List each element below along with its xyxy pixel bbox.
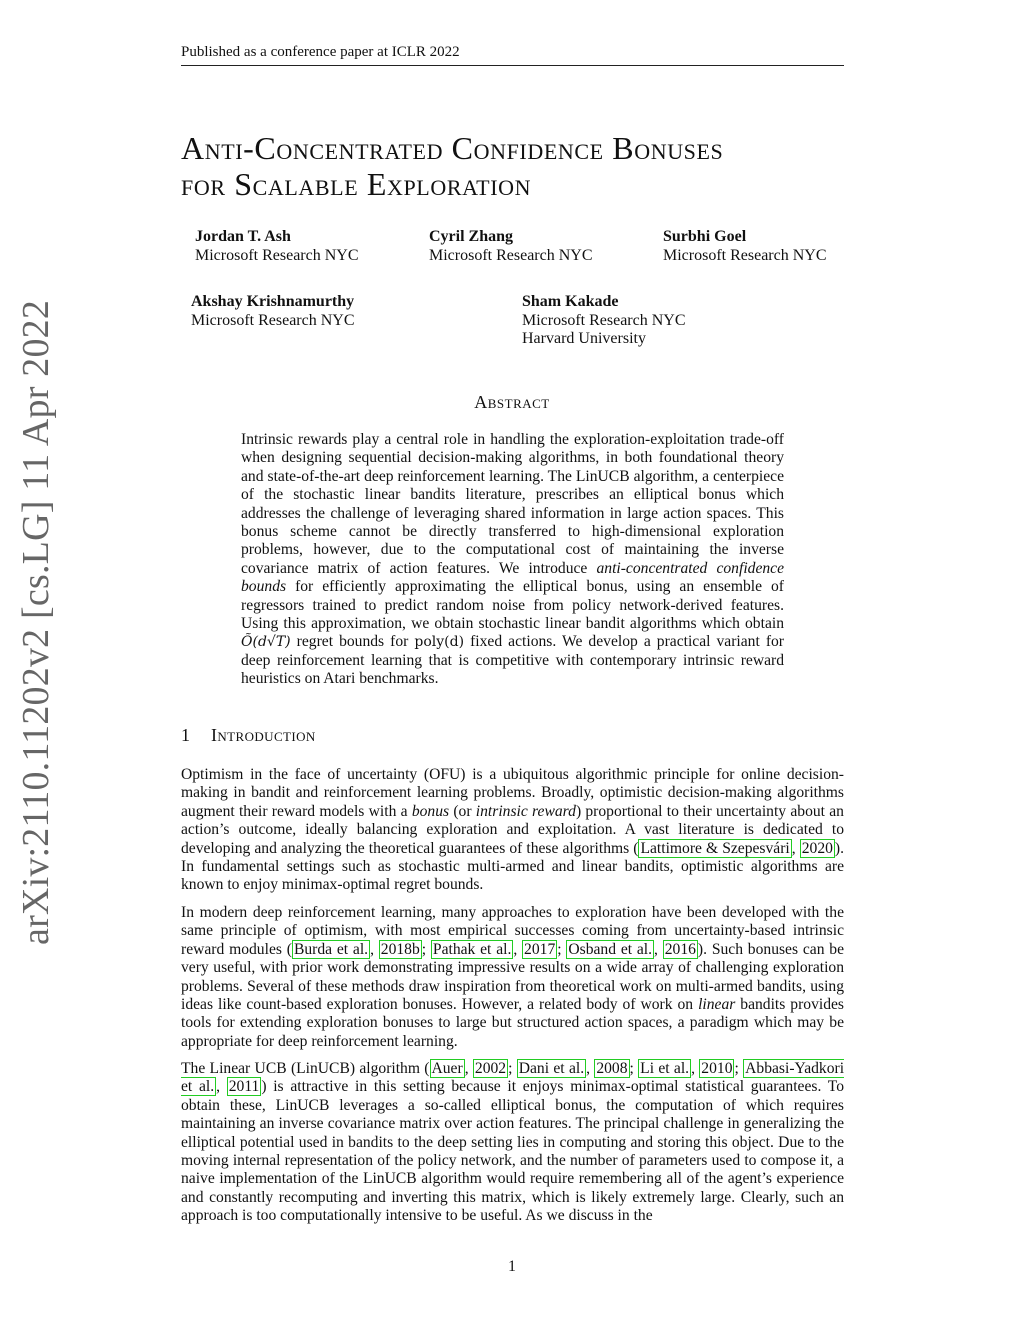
citation-link[interactable]: Li et al. — [640, 1060, 690, 1077]
citation-link[interactable]: 2018b — [380, 940, 420, 958]
intro-paragraph-3: The Linear UCB (LinUCB) algorithm ( Auer , 2002 ; Dani et al. , 2008 ; Li et al. , 2010 ; Abbasi-Yadkori et al. , 2011 ) is attractive in this setting because it enjoys minimax-optimal statistical guarantees. To obtain these, LinUCB leverages a so-called elliptical bonus, the computation of which requires maintaining an inverse covariance matrix over action features. The principal challenge in generalizing the elliptical potential used in bandits to the deep setting lies in computing and storing this object. Due to the moving internal representation of the policy network, and the number of parameters used to compose it, a naive implementation of the LinUCB algorithm would require remembering all of the agent’s experience and constantly recomputing and inverting this matrix, which is likely extremely large. Clearly, such an approach is too computationally intensive to be useful. As we discuss in the — [181, 1060, 845, 1225]
emphasis: anti-concentrated confidence bounds — [241, 559, 785, 596]
author-block — [195, 228, 359, 265]
math-expression: Õ(d√T) — [241, 634, 291, 651]
author-affiliation: Microsoft Research NYC — [663, 246, 827, 264]
author-name: Jordan T. Ash — [195, 228, 291, 245]
math-expression: poly(d) — [414, 634, 465, 651]
section-number: 1 — [181, 725, 191, 745]
citation-link[interactable]: Auer — [431, 1060, 463, 1077]
author-name: Akshay Krishnamurthy — [191, 293, 355, 310]
author-name: Cyril Zhang — [429, 228, 514, 245]
intro-paragraph-1: Optimism in the face of uncertainty (OFU) is a ubiquitous algorithmic principle for online decision-making in bandit and reinforcement learning problems. Broadly, optimistic decision-making algorithms augment their reward models with a bonus (or intrinsic reward) proportional to their uncertainty about an action’s outcome, ideally balancing exploration and exploitation. A vast literature is dedicated to developing and analyzing the theoretical guarantees of these algorithms ( Lattimore & Szepesvári , 2020 ). In fundamental settings such as stochastic multi-armed and linear bandits, optimistic algorithms are known to enjoy minimax-optimal regret bounds. — [181, 766, 844, 894]
author-affiliation: Harvard University — [522, 330, 646, 347]
author-block — [522, 293, 686, 349]
citation-link[interactable]: Dani et al. — [518, 1060, 585, 1077]
arxiv-identifier: arXiv:2110.11202v2 [cs.LG] 11 Apr 2022 — [15, 299, 57, 945]
citation-link[interactable]: 2008 — [596, 1060, 628, 1077]
citation-link[interactable]: 2017 — [524, 940, 556, 958]
author-name: Surbhi Goel — [663, 228, 747, 245]
citation-link[interactable]: 2002 — [474, 1060, 507, 1077]
paper-title — [181, 130, 723, 202]
author-affiliation: Microsoft Research NYC — [429, 246, 593, 264]
section-title: Introduction — [211, 725, 316, 745]
citation-link[interactable]: 2011 — [228, 1078, 260, 1096]
abstract-heading: Abstract — [474, 392, 550, 412]
header-rule — [181, 65, 844, 66]
citation-link[interactable]: Pathak et al. — [432, 940, 512, 958]
author-affiliation: Microsoft Research NYC — [522, 311, 686, 329]
citation-link[interactable]: 2016 — [664, 940, 696, 958]
title-line-2: for Scalable Exploration — [181, 166, 532, 202]
author-block — [191, 293, 355, 330]
citation-link[interactable]: Osband et al. — [568, 940, 653, 958]
title-line-1: Anti-Concentrated Confidence Bonuses — [181, 130, 724, 166]
citation-link[interactable]: Abbasi-Yadkori et al. — [181, 1060, 845, 1096]
citation-link[interactable]: Burda et al. — [293, 940, 369, 958]
running-header: Published as a conference paper at ICLR 2022 — [181, 44, 460, 60]
abstract-text: Intrinsic rewards play a central role in handling the exploration-exploitation trade-off when designing sequential decision-making algorithms, in both foundational theory and state-of-the-art deep reinforcement learning. The LinUCB algorithm, a centerpiece of the stochastic linear bandits literature, prescribes an elliptical bonus which addresses the challenge of leveraging shared information in large action spaces. This bonus scheme cannot be directly transferred to high-dimensional exploration problems, however, due to the computational cost of maintaining the inverse covariance matrix of action features. We introduce anti-concentrated confidence bounds for efficiently approximating the elliptical bonus, using an ensemble of regressors trained to predict random noise from policy network-derived features. Using this approximation, we obtain stochastic linear bandit algorithms which obtain Õ(d√T) regret bounds for poly(d) fixed actions. We develop a practical variant for deep reinforcement learning that is competitive with contemporary intrinsic reward heuristics on Atari benchmarks. — [241, 431, 785, 688]
author-affiliation: Microsoft Research NYC — [191, 311, 355, 329]
citation-link[interactable]: 2010 — [701, 1060, 733, 1077]
citation-link[interactable]: 2020 — [801, 839, 833, 857]
intro-paragraph-2: In modern deep reinforcement learning, many approaches to exploration have been developed with the same principle of optimism, with most empirical successes coming from uncertainty-based intrinsic reward modules ( Burda et al. , 2018b ; Pathak et al. , 2017 ; Osband et al. , 2016 ). Such bonuses can be very useful, with prior work demonstrating impressive results on a wide array of challenging exploration problems. Several of these methods draw inspiration from theoretical work on multi-armed bandits, using ideas like count-based exploration bonuses. However, a related body of work on linear bandits provides tools for extending exploration bonuses to large but structured action spaces, a paradigm which may be appropriate for deep reinforcement learning. — [181, 904, 845, 1050]
section-heading — [181, 725, 316, 746]
author-affiliation: Microsoft Research NYC — [195, 246, 359, 264]
author-block — [663, 228, 827, 265]
page-number: 1 — [508, 1258, 516, 1275]
author-block — [429, 228, 593, 265]
citation-link[interactable]: Lattimore & Szepesvári — [640, 839, 790, 857]
author-name: Sham Kakade — [522, 293, 619, 310]
